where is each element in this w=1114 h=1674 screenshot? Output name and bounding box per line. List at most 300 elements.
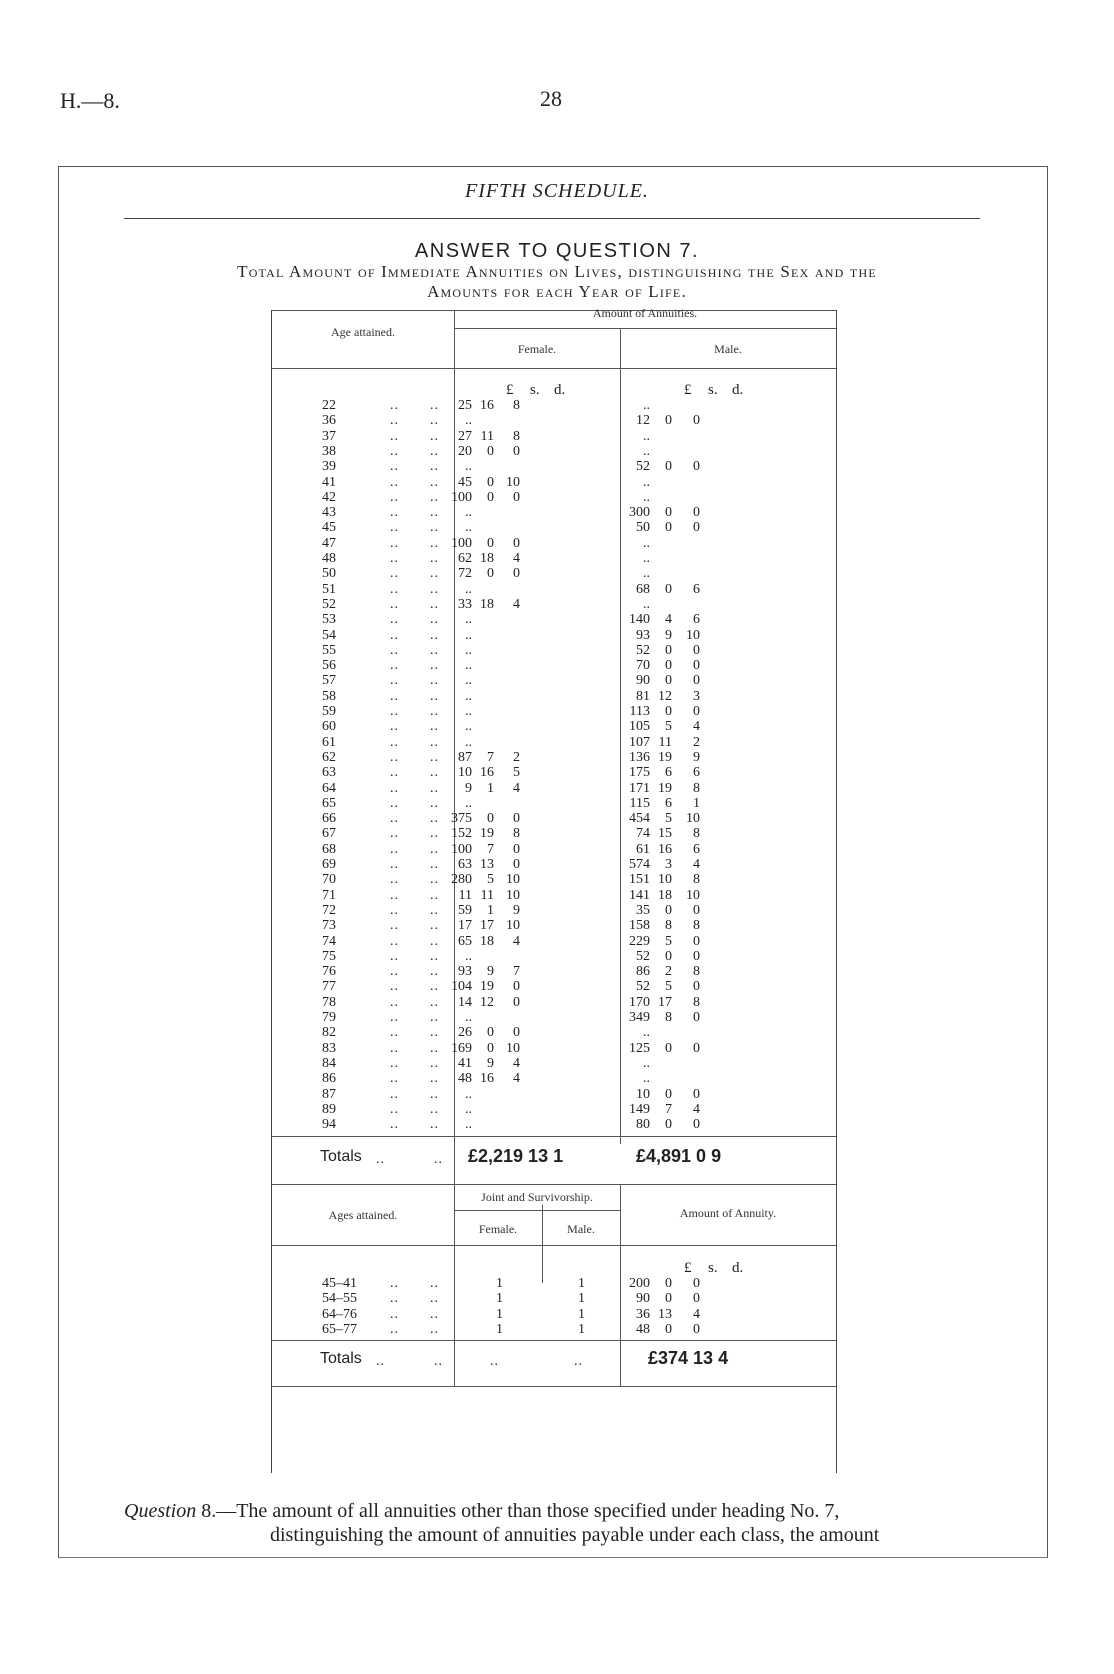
leader-dots: .. xyxy=(390,1086,399,1102)
male-pence: 0 xyxy=(693,1040,700,1056)
amount-shillings: 0 xyxy=(665,1321,672,1337)
leader-dots: .. xyxy=(430,627,439,643)
joint-total-female: .. xyxy=(490,1354,499,1369)
female-shillings: 19 xyxy=(480,826,494,842)
male-pounds: 170 xyxy=(629,994,650,1010)
subtitle-line-2: Amounts for each Year of Life. xyxy=(427,282,687,301)
age-cell: 61 xyxy=(322,734,336,750)
leader-dots: .. xyxy=(390,734,399,750)
male-pence: 10 xyxy=(686,811,700,827)
male-pence: 0 xyxy=(693,658,700,674)
amount-pounds: 90 xyxy=(636,1291,650,1307)
female-shillings: 16 xyxy=(480,1071,494,1087)
male-pence: 4 xyxy=(693,1101,700,1117)
male-pounds: 52 xyxy=(636,642,650,658)
leader-dots: .. xyxy=(430,566,439,582)
female-pounds: 62 xyxy=(458,551,472,566)
table-row xyxy=(272,735,836,751)
female-shillings: 9 xyxy=(487,964,494,980)
male-shillings: 3 xyxy=(665,857,672,872)
leader-dots: .. xyxy=(390,581,399,597)
male-shillings: 11 xyxy=(658,734,672,750)
male-pounds: .. xyxy=(643,489,650,505)
age-cell: 67 xyxy=(322,826,336,842)
female-d-unit: d. xyxy=(554,382,566,398)
table-row xyxy=(272,628,836,644)
table-row xyxy=(272,643,836,659)
header-amount-of-annuity: Amount of Annuity. xyxy=(679,1206,777,1220)
female-pounds: .. xyxy=(465,459,472,475)
age-cell: 89 xyxy=(322,1101,336,1117)
table-bottom-rule xyxy=(272,1386,836,1387)
table-row xyxy=(272,582,836,598)
age-cell: 52 xyxy=(322,596,336,612)
male-pounds: 300 xyxy=(629,505,650,521)
joint-table-row xyxy=(272,1307,836,1323)
female-pounds: .. xyxy=(465,520,472,536)
leader-dots: .. xyxy=(390,1055,399,1071)
male-pence: 2 xyxy=(693,734,700,750)
male-pounds: 141 xyxy=(629,887,650,903)
age-cell: 53 xyxy=(322,612,336,628)
male-shillings: 6 xyxy=(665,765,672,781)
header-joint-male: Male. xyxy=(567,1222,595,1236)
schedule-title: FIFTH SCHEDULE. xyxy=(465,180,649,202)
leader-dots: .. xyxy=(430,1117,439,1133)
female-pound-unit: £ xyxy=(506,382,514,398)
male-pounds: 10 xyxy=(636,1086,650,1102)
male-pounds: 171 xyxy=(629,780,650,796)
male-pounds: 12 xyxy=(636,413,650,429)
leader-dots: .. xyxy=(390,627,399,643)
age-cell: 43 xyxy=(322,505,336,521)
age-cell: 76 xyxy=(322,964,336,980)
leader-dots: .. xyxy=(430,887,439,903)
male-shillings: 0 xyxy=(665,413,672,429)
amount-d-unit: d. xyxy=(732,1260,744,1276)
male-shillings: 0 xyxy=(665,642,672,658)
table-row xyxy=(272,490,836,506)
male-pounds: 136 xyxy=(629,749,650,765)
female-shillings: 18 xyxy=(480,551,494,566)
age-cell: 59 xyxy=(322,704,336,719)
leader-dots: .. xyxy=(390,673,399,689)
male-pounds: 175 xyxy=(629,765,650,781)
female-shillings: 11 xyxy=(480,428,494,444)
document-reference: H.—8. xyxy=(60,88,120,113)
table-row xyxy=(272,1041,836,1057)
female-pounds: .. xyxy=(465,627,472,643)
leader-dots: .. xyxy=(430,1025,439,1041)
male-shillings: 5 xyxy=(665,979,672,995)
leader-dots: .. xyxy=(390,443,399,459)
female-pounds: 27 xyxy=(458,428,472,444)
male-shillings: 0 xyxy=(665,520,672,536)
leader-dots: .. xyxy=(390,902,399,918)
female-pence: 7 xyxy=(513,964,520,980)
leader-dots: .. xyxy=(430,857,439,872)
male-shillings: 19 xyxy=(658,749,672,765)
male-shillings: 5 xyxy=(665,811,672,827)
joint-female-count: 1 xyxy=(496,1291,503,1307)
male-pounds: .. xyxy=(643,566,650,582)
ages-cell: 45–41 xyxy=(322,1276,357,1291)
joint-totals-label: Totals xyxy=(320,1350,362,1367)
leader-dots: .. xyxy=(390,474,399,490)
female-pounds: .. xyxy=(465,413,472,429)
header-ages-attained: Ages attained. xyxy=(328,1208,398,1222)
leader-dots: .. xyxy=(390,398,399,413)
male-pounds: 149 xyxy=(629,1101,650,1117)
female-pounds: .. xyxy=(465,688,472,704)
leader-dots: .. xyxy=(430,1291,439,1307)
male-pounds: 574 xyxy=(629,857,650,872)
table-row xyxy=(272,704,836,720)
age-cell: 41 xyxy=(322,474,336,490)
male-shillings: 0 xyxy=(665,902,672,918)
female-pence: 10 xyxy=(506,872,520,888)
age-cell: 79 xyxy=(322,1010,336,1025)
table-row xyxy=(272,551,836,567)
male-pence: 0 xyxy=(693,673,700,689)
age-cell: 69 xyxy=(322,857,336,872)
male-pounds: 125 xyxy=(629,1040,650,1056)
female-pence: 0 xyxy=(513,857,520,872)
leader-dots: .. xyxy=(430,734,439,750)
leader-dots: .. xyxy=(430,994,439,1010)
leader-dots: .. xyxy=(430,642,439,658)
female-pounds: 280 xyxy=(451,872,472,888)
leader-dots: .. xyxy=(430,902,439,918)
table-row xyxy=(272,765,836,781)
amount-pounds: 200 xyxy=(629,1276,650,1291)
female-shillings: 16 xyxy=(480,398,494,413)
table-row xyxy=(272,475,836,491)
leader-dots: .. xyxy=(430,872,439,888)
age-cell: 86 xyxy=(322,1071,336,1087)
totals-leader-dots: .. xyxy=(376,1152,385,1167)
male-pence: 6 xyxy=(693,765,700,781)
leader-dots: .. xyxy=(430,673,439,689)
male-pence: 10 xyxy=(686,627,700,643)
page-number: 28 xyxy=(540,86,562,111)
male-pounds: 140 xyxy=(629,612,650,628)
female-pence: 8 xyxy=(513,398,520,413)
male-shillings: 17 xyxy=(658,994,672,1010)
male-pence: 0 xyxy=(693,902,700,918)
amount-pence: 4 xyxy=(693,1306,700,1322)
leader-dots: .. xyxy=(390,489,399,505)
male-pounds: 86 xyxy=(636,964,650,980)
leader-dots: .. xyxy=(430,1101,439,1117)
female-pounds: 41 xyxy=(458,1055,472,1071)
totals-top-rule xyxy=(272,1136,836,1137)
leader-dots: .. xyxy=(390,551,399,566)
male-shillings: 12 xyxy=(658,688,672,704)
male-shillings: 0 xyxy=(665,459,672,475)
age-cell: 48 xyxy=(322,551,336,566)
male-pence: 4 xyxy=(693,857,700,872)
female-shillings: 5 xyxy=(487,872,494,888)
leader-dots: .. xyxy=(390,795,399,811)
leader-dots: .. xyxy=(430,505,439,521)
age-cell: 84 xyxy=(322,1055,336,1071)
male-pounds: .. xyxy=(643,443,650,459)
totals-leader-dots: .. xyxy=(434,1152,443,1167)
leader-dots: .. xyxy=(430,428,439,444)
age-cell: 66 xyxy=(322,811,336,827)
female-pounds: 169 xyxy=(451,1040,472,1056)
male-pounds: 349 xyxy=(629,1010,650,1025)
leader-dots: .. xyxy=(390,918,399,934)
ages-cell: 54–55 xyxy=(322,1291,357,1307)
male-shillings: 0 xyxy=(665,704,672,719)
female-pounds: 65 xyxy=(458,933,472,949)
female-pence: 8 xyxy=(513,428,520,444)
header-subrule xyxy=(454,328,836,329)
age-cell: 57 xyxy=(322,673,336,689)
leader-dots: .. xyxy=(390,780,399,796)
female-pounds: 100 xyxy=(451,489,472,505)
male-pence: 6 xyxy=(693,581,700,597)
male-shillings: 2 xyxy=(665,964,672,980)
joint-male-count: 1 xyxy=(578,1321,585,1337)
table-row xyxy=(272,781,836,797)
female-pounds: 48 xyxy=(458,1071,472,1087)
age-cell: 55 xyxy=(322,642,336,658)
leader-dots: .. xyxy=(430,1010,439,1025)
male-pence: 0 xyxy=(693,933,700,949)
table-row xyxy=(272,1056,836,1072)
male-pence: 4 xyxy=(693,719,700,735)
male-pence: 0 xyxy=(693,520,700,536)
joint-male-count: 1 xyxy=(578,1306,585,1322)
age-cell: 74 xyxy=(322,933,336,949)
header-amount-of-annuities: Amount of Annuities. xyxy=(592,306,698,320)
female-pence: 0 xyxy=(513,489,520,505)
age-cell: 36 xyxy=(322,413,336,429)
male-pence: 0 xyxy=(693,459,700,475)
leader-dots: .. xyxy=(390,1071,399,1087)
female-shillings: 11 xyxy=(480,887,494,903)
leader-dots: .. xyxy=(390,979,399,995)
table-row xyxy=(272,1010,836,1026)
male-pounds: .. xyxy=(643,596,650,612)
male-s-unit: s. xyxy=(708,382,718,398)
female-pence: 10 xyxy=(506,1040,520,1056)
male-pence: 8 xyxy=(693,872,700,888)
leader-dots: .. xyxy=(430,1321,439,1337)
answer-title: ANSWER TO QUESTION 7. xyxy=(414,240,700,262)
leader-dots: .. xyxy=(430,398,439,413)
male-shillings: 19 xyxy=(658,780,672,796)
leader-dots: .. xyxy=(430,1276,439,1291)
male-shillings: 0 xyxy=(665,1086,672,1102)
female-shillings: 1 xyxy=(487,780,494,796)
female-pence: 4 xyxy=(513,596,520,612)
female-pounds: 104 xyxy=(451,979,472,995)
table-row xyxy=(272,857,836,873)
female-pounds: .. xyxy=(465,734,472,750)
table-row xyxy=(272,398,836,414)
amount-shillings: 0 xyxy=(665,1276,672,1291)
leader-dots: .. xyxy=(390,505,399,521)
male-pounds: .. xyxy=(643,551,650,566)
table-row xyxy=(272,566,836,582)
male-pounds: .. xyxy=(643,1025,650,1041)
leader-dots: .. xyxy=(390,1010,399,1025)
male-pounds: 158 xyxy=(629,918,650,934)
header-female: Female. xyxy=(517,342,557,356)
male-shillings: 0 xyxy=(665,581,672,597)
female-shillings: 0 xyxy=(487,811,494,827)
female-pounds: 63 xyxy=(458,857,472,872)
female-pounds: 100 xyxy=(451,535,472,551)
female-pounds: .. xyxy=(465,581,472,597)
female-shillings: 7 xyxy=(487,841,494,857)
female-pounds: 20 xyxy=(458,443,472,459)
male-pounds: 74 xyxy=(636,826,650,842)
leader-dots: .. xyxy=(430,948,439,964)
age-cell: 47 xyxy=(322,535,336,551)
male-pence: 8 xyxy=(693,964,700,980)
male-shillings: 5 xyxy=(665,719,672,735)
joint-subrule xyxy=(454,1210,620,1211)
female-pounds: 375 xyxy=(451,811,472,827)
male-pounds: 151 xyxy=(629,872,650,888)
age-cell: 22 xyxy=(322,398,336,413)
amount-pence: 0 xyxy=(693,1291,700,1307)
leader-dots: .. xyxy=(430,581,439,597)
female-pence: 4 xyxy=(513,1055,520,1071)
female-pence: 10 xyxy=(506,918,520,934)
leader-dots: .. xyxy=(390,642,399,658)
table-row xyxy=(272,796,836,812)
female-shillings: 1 xyxy=(487,902,494,918)
male-shillings: 7 xyxy=(665,1101,672,1117)
female-pounds: .. xyxy=(465,795,472,811)
male-pence: 0 xyxy=(693,704,700,719)
leader-dots: .. xyxy=(390,704,399,719)
female-pounds: 59 xyxy=(458,902,472,918)
joint-male-count: 1 xyxy=(578,1276,585,1291)
female-pounds: 100 xyxy=(451,841,472,857)
question-8-line-2: distinguishing the amount of annuities payable under each class, the amount xyxy=(270,1524,880,1546)
male-pounds: .. xyxy=(643,1071,650,1087)
male-pounds: 90 xyxy=(636,673,650,689)
female-pounds: .. xyxy=(465,719,472,735)
male-shillings: 0 xyxy=(665,1117,672,1133)
male-pounds: 113 xyxy=(629,704,650,719)
leader-dots: .. xyxy=(390,826,399,842)
female-pence: 0 xyxy=(513,994,520,1010)
female-pence: 8 xyxy=(513,826,520,842)
leader-dots: .. xyxy=(390,948,399,964)
amount-s-unit: s. xyxy=(708,1260,718,1276)
male-pence: 3 xyxy=(693,688,700,704)
male-shillings: 15 xyxy=(658,826,672,842)
male-pounds: .. xyxy=(643,398,650,413)
table-row xyxy=(272,1071,836,1087)
leader-dots: .. xyxy=(390,413,399,429)
leader-dots: .. xyxy=(430,933,439,949)
age-cell: 42 xyxy=(322,489,336,505)
leader-dots: .. xyxy=(390,1117,399,1133)
female-s-unit: s. xyxy=(530,382,540,398)
male-pence: 0 xyxy=(693,1010,700,1025)
leader-dots: .. xyxy=(430,658,439,674)
amount-shillings: 13 xyxy=(658,1306,672,1322)
table-row xyxy=(272,444,836,460)
age-cell: 50 xyxy=(322,566,336,582)
male-pence: 6 xyxy=(693,612,700,628)
female-shillings: 0 xyxy=(487,566,494,582)
male-pounds: .. xyxy=(643,474,650,490)
age-cell: 54 xyxy=(322,627,336,643)
leader-dots: .. xyxy=(390,520,399,536)
male-d-unit: d. xyxy=(732,382,744,398)
female-pounds: .. xyxy=(465,1086,472,1102)
ages-cell: 64–76 xyxy=(322,1306,357,1322)
age-cell: 82 xyxy=(322,1025,336,1041)
joint-female-count: 1 xyxy=(496,1276,503,1291)
male-pounds: .. xyxy=(643,428,650,444)
leader-dots: .. xyxy=(430,1071,439,1087)
table-row xyxy=(272,429,836,445)
header-bottom-rule xyxy=(272,368,836,369)
female-pounds: 11 xyxy=(458,887,472,903)
leader-dots: .. xyxy=(430,1055,439,1071)
female-pounds: 72 xyxy=(458,566,472,582)
male-pence: 8 xyxy=(693,994,700,1010)
female-pounds: .. xyxy=(465,642,472,658)
leader-dots: .. xyxy=(430,688,439,704)
male-pounds: 68 xyxy=(636,581,650,597)
joint-table-row xyxy=(272,1322,836,1338)
male-shillings: 8 xyxy=(665,1010,672,1025)
leader-dots: .. xyxy=(390,612,399,628)
leader-dots: .. xyxy=(430,551,439,566)
leader-dots: .. xyxy=(430,749,439,765)
male-pounds: 35 xyxy=(636,902,650,918)
table-row xyxy=(272,979,836,995)
total-male: £4,891 0 9 xyxy=(636,1146,722,1166)
female-shillings: 17 xyxy=(480,918,494,934)
leader-dots: .. xyxy=(390,596,399,612)
female-pounds: .. xyxy=(465,1010,472,1025)
female-pounds: .. xyxy=(465,704,472,719)
joint-header-bottom-rule xyxy=(272,1245,836,1246)
age-cell: 60 xyxy=(322,719,336,735)
age-cell: 78 xyxy=(322,994,336,1010)
leader-dots: .. xyxy=(430,413,439,429)
male-pounds: 61 xyxy=(636,841,650,857)
female-pence: 4 xyxy=(513,780,520,796)
leader-dots: .. xyxy=(390,535,399,551)
female-pence: 9 xyxy=(513,902,520,918)
male-pounds: 50 xyxy=(636,520,650,536)
leader-dots: .. xyxy=(430,1040,439,1056)
female-pounds: .. xyxy=(465,658,472,674)
male-pounds: 70 xyxy=(636,658,650,674)
age-cell: 65 xyxy=(322,795,336,811)
table-row xyxy=(272,750,836,766)
title-rule xyxy=(124,218,980,219)
male-shillings: 9 xyxy=(665,627,672,643)
leader-dots: .. xyxy=(430,979,439,995)
leader-dots: .. xyxy=(430,811,439,827)
leader-dots: .. xyxy=(390,428,399,444)
